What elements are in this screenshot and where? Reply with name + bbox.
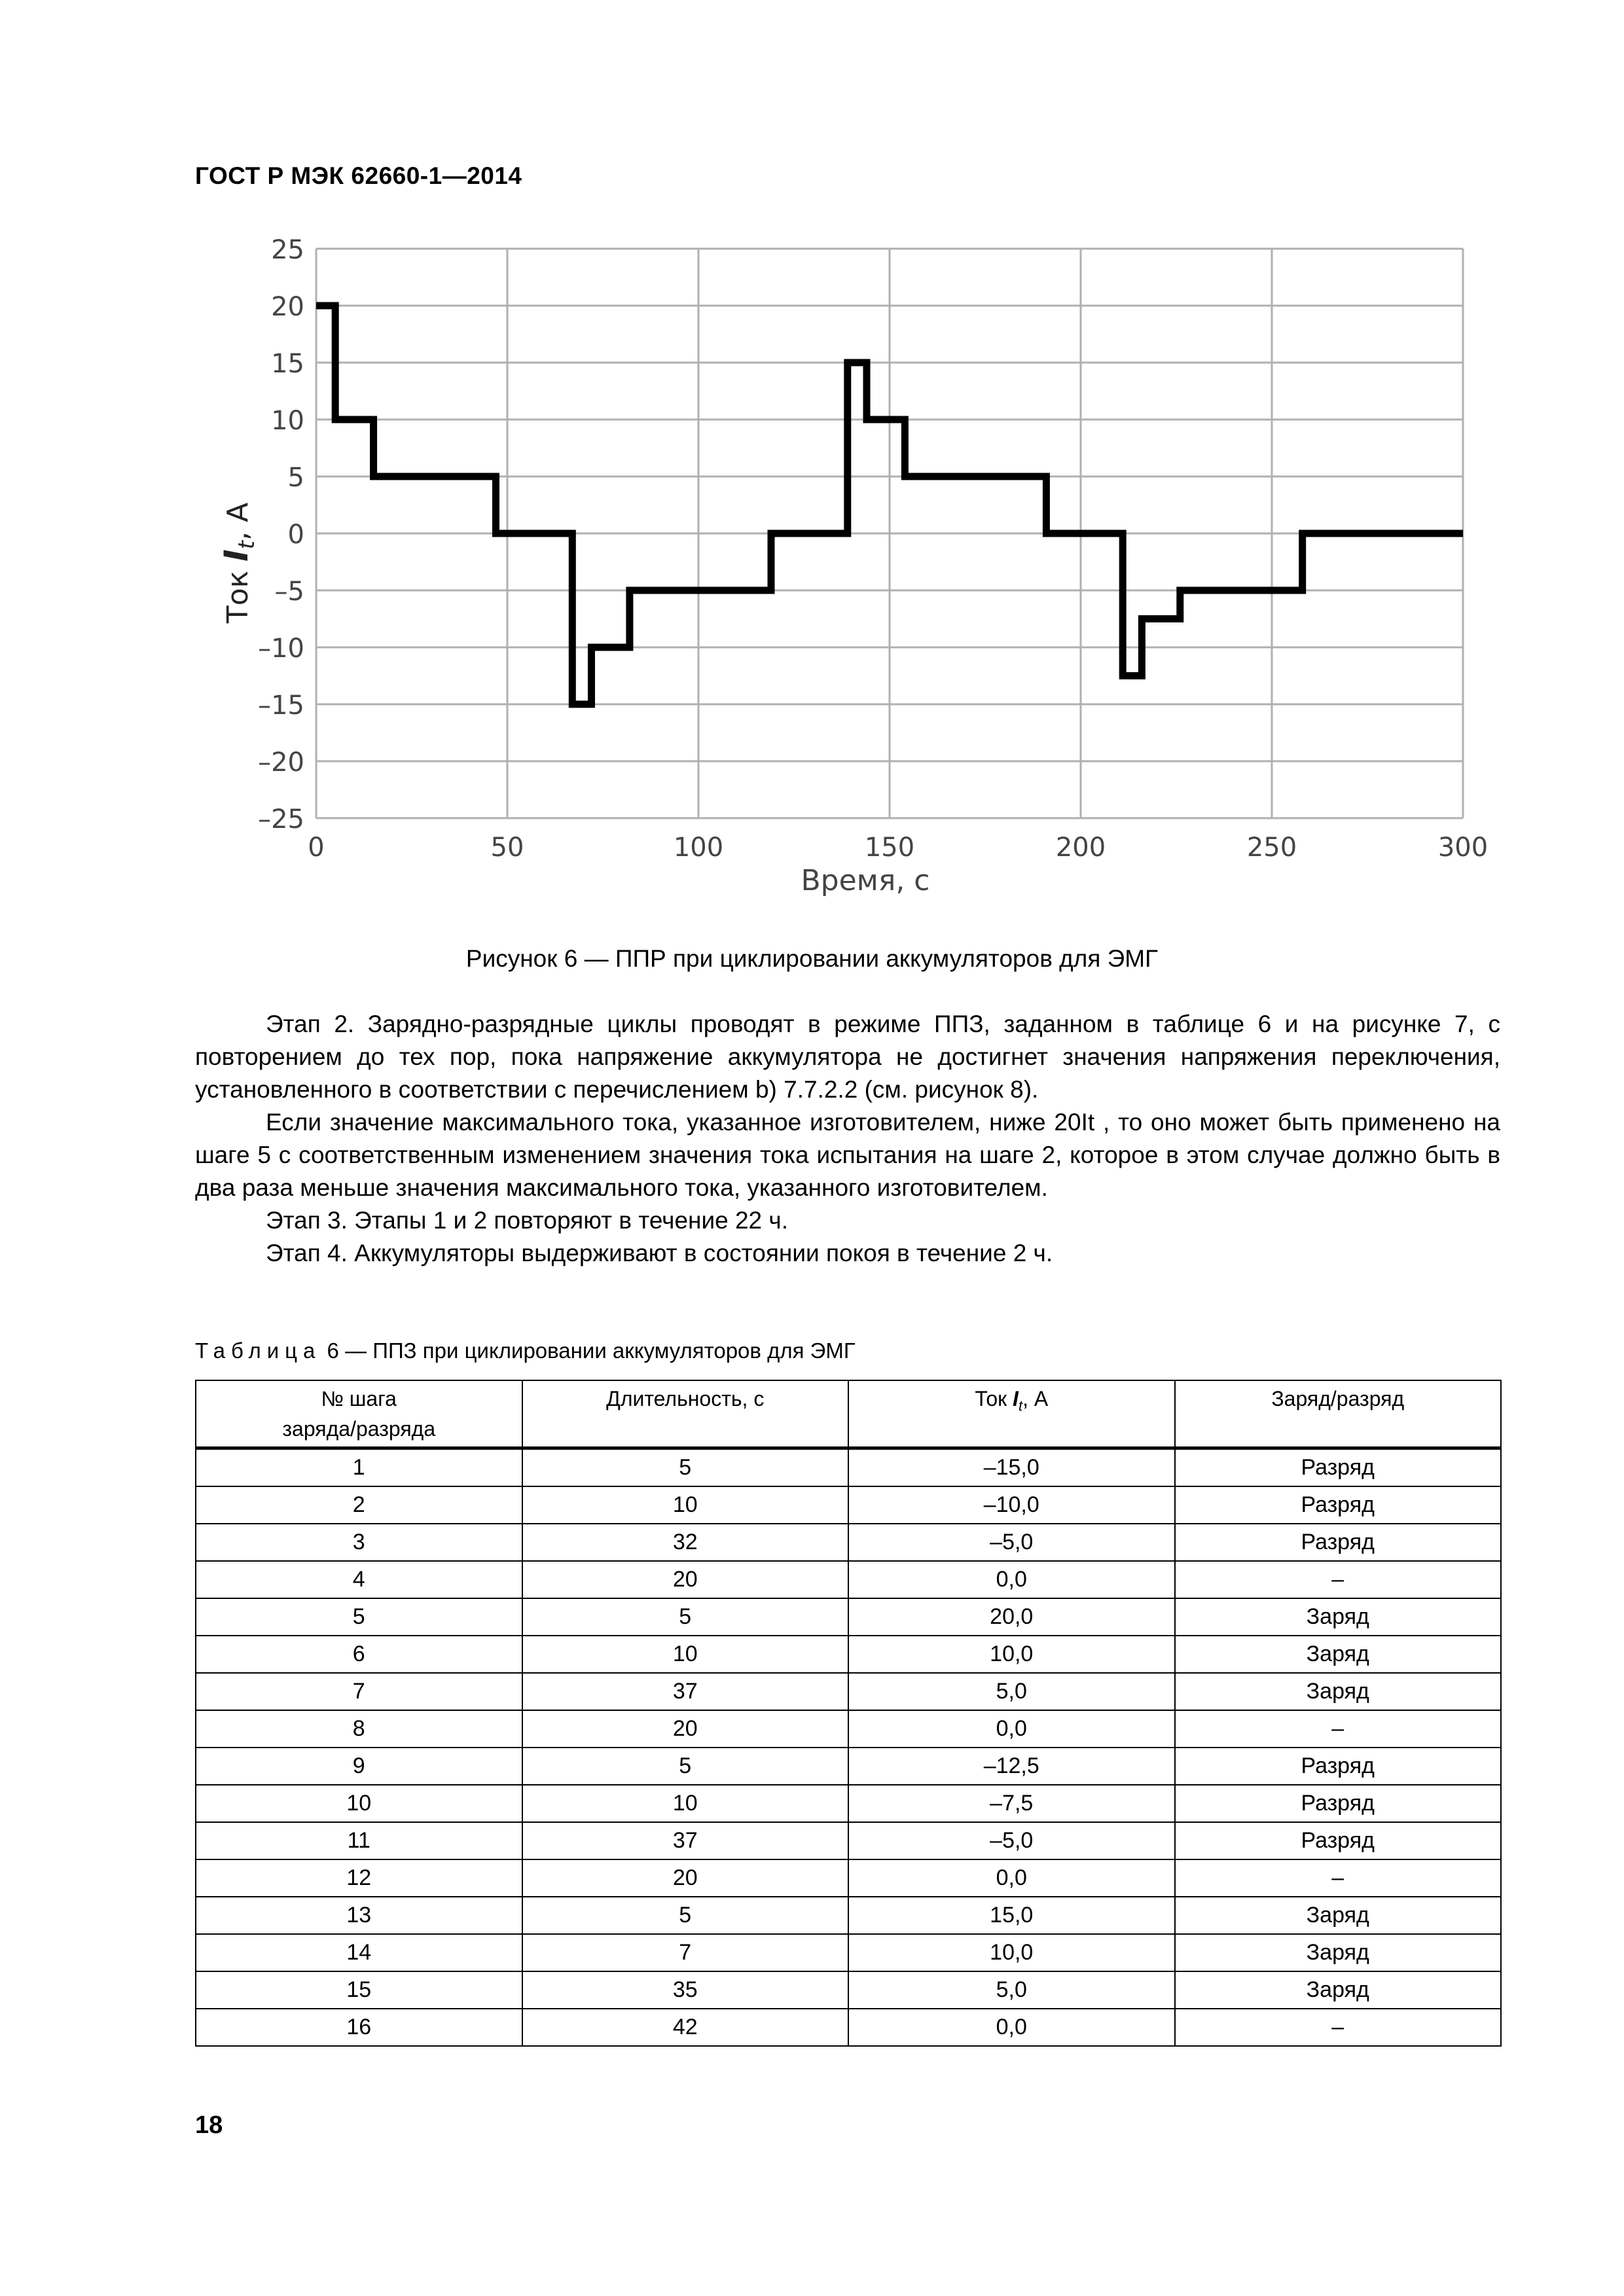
table-row	[196, 1785, 1501, 1822]
cell-step: 5	[196, 1598, 522, 1636]
body-text	[195, 1008, 1500, 1270]
y-axis-label-subscript: t	[234, 540, 260, 550]
x-tick-label: 250	[1246, 833, 1297, 863]
y-axis-label-prefix: Ток	[221, 561, 255, 624]
y-tick-label: 20	[271, 292, 304, 322]
header-current-suffix: , А	[1022, 1387, 1049, 1410]
cell-current: 0,0	[848, 2009, 1175, 2046]
table-row	[196, 1598, 1501, 1636]
cell-current: 10,0	[848, 1636, 1175, 1673]
table-row	[196, 1897, 1501, 1934]
cell-mode: –	[1175, 1859, 1502, 1897]
cell-mode: –	[1175, 2009, 1502, 2046]
cell-step: 4	[196, 1561, 522, 1598]
cycling-table	[195, 1380, 1502, 2047]
cell-step: 13	[196, 1897, 522, 1934]
cell-duration: 10	[522, 1636, 849, 1673]
table-row	[196, 1524, 1501, 1561]
cell-mode: –	[1175, 1561, 1502, 1598]
x-tick-label: 0	[308, 833, 325, 863]
y-tick-labels	[258, 235, 304, 834]
table-row	[196, 2009, 1501, 2046]
table-row	[196, 1934, 1501, 1971]
y-tick-label: –10	[258, 634, 304, 664]
y-tick-label: 5	[287, 463, 304, 493]
cell-mode: Заряд	[1175, 1636, 1502, 1673]
table-row	[196, 1448, 1501, 1487]
table-row	[196, 1710, 1501, 1748]
current-time-chart	[196, 216, 1489, 923]
cell-step: 15	[196, 1971, 522, 2009]
y-axis-label-symbol: I	[217, 549, 255, 562]
header-duration: Длительность, с	[522, 1380, 849, 1448]
cell-step: 10	[196, 1785, 522, 1822]
cell-duration: 20	[522, 1710, 849, 1748]
table-row	[196, 1859, 1501, 1897]
cell-mode: Разряд	[1175, 1486, 1502, 1524]
x-tick-labels	[308, 833, 1488, 863]
paragraph-max-current: Если значение максимального тока, указанное изготовителем, ниже 20It , то оно может быть применено на шаге 5 с соответственным изменением значения тока испытания на шаге 2, которое в этом случае должно быть в два раза меньше значения максимального тока, указанного изготовителем.	[195, 1109, 1500, 1201]
cell-current: –5,0	[848, 1822, 1175, 1859]
cell-step: 6	[196, 1636, 522, 1673]
cell-current: –12,5	[848, 1748, 1175, 1785]
cell-mode: Заряд	[1175, 1673, 1502, 1710]
header-current	[848, 1380, 1175, 1448]
x-tick-label: 300	[1437, 833, 1489, 863]
header-step	[196, 1380, 522, 1448]
cell-duration: 5	[522, 1897, 849, 1934]
y-tick-label: –20	[258, 747, 304, 778]
y-tick-label: 10	[271, 406, 304, 436]
table-row	[196, 1486, 1501, 1524]
y-tick-label: 0	[287, 520, 304, 550]
table-title-text: 6 — ППЗ при циклировании аккумуляторов для ЭМГ	[321, 1338, 856, 1363]
y-axis-label	[217, 503, 260, 624]
cell-current: –5,0	[848, 1524, 1175, 1561]
cell-duration: 10	[522, 1785, 849, 1822]
figure-caption: Рисунок 6 — ППР при циклировании аккумуляторов для ЭМГ	[465, 945, 1159, 972]
cell-step: 3	[196, 1524, 522, 1561]
paragraph-stage-3: Этап 3. Этапы 1 и 2 повторяют в течение 22 ч.	[266, 1207, 788, 1234]
table-row	[196, 1673, 1501, 1710]
cell-mode: Заряд	[1175, 1598, 1502, 1636]
x-tick-label: 150	[864, 833, 915, 863]
y-tick-label: 25	[271, 235, 304, 265]
y-tick-label: –5	[274, 577, 304, 607]
x-axis-label: Время, с	[801, 864, 930, 897]
cell-current: 15,0	[848, 1897, 1175, 1934]
header-step-line2: заряда/разряда	[282, 1417, 436, 1441]
table-body	[196, 1448, 1501, 2047]
header-mode: Заряд/разряд	[1175, 1380, 1502, 1448]
y-tick-label: –25	[258, 804, 304, 834]
cell-mode: Разряд	[1175, 1448, 1502, 1487]
header-current-prefix: Ток	[975, 1387, 1013, 1410]
cell-mode: Заряд	[1175, 1971, 1502, 2009]
cell-step: 11	[196, 1822, 522, 1859]
table-row	[196, 1971, 1501, 2009]
cell-step: 7	[196, 1673, 522, 1710]
cell-duration: 10	[522, 1486, 849, 1524]
cell-mode: Разряд	[1175, 1785, 1502, 1822]
cell-duration: 20	[522, 1859, 849, 1897]
cell-step: 16	[196, 2009, 522, 2046]
cell-current: 0,0	[848, 1561, 1175, 1598]
cell-mode: Разряд	[1175, 1524, 1502, 1561]
cell-current: 5,0	[848, 1971, 1175, 2009]
cell-step: 9	[196, 1748, 522, 1785]
cell-mode: –	[1175, 1710, 1502, 1748]
cell-current: –10,0	[848, 1486, 1175, 1524]
table-title	[195, 1338, 856, 1363]
paragraph-stage-2: Этап 2. Зарядно-разрядные циклы проводят в режиме ППЗ, заданном в таблице 6 и на рисунке 7, с повторением до тех пор, пока напряжение аккумулятора не достигнет значения напряжения переключения, установленного в соответствии с перечислением b) 7.7.2.2 (см. рисунок 8).	[195, 1011, 1500, 1103]
cell-step: 1	[196, 1448, 522, 1487]
cell-duration: 5	[522, 1448, 849, 1487]
cell-current: 20,0	[848, 1598, 1175, 1636]
cell-duration: 5	[522, 1598, 849, 1636]
table-title-word: Таблица	[195, 1338, 321, 1363]
cell-current: 10,0	[848, 1934, 1175, 1971]
table-header-row	[196, 1380, 1501, 1448]
header-current-subscript: t	[1018, 1397, 1023, 1414]
cell-duration: 5	[522, 1748, 849, 1785]
x-tick-label: 100	[673, 833, 724, 863]
table-row	[196, 1822, 1501, 1859]
cell-mode: Разряд	[1175, 1822, 1502, 1859]
cell-mode: Заряд	[1175, 1934, 1502, 1971]
cell-current: –15,0	[848, 1448, 1175, 1487]
cell-duration: 7	[522, 1934, 849, 1971]
cell-step: 14	[196, 1934, 522, 1971]
table-row	[196, 1748, 1501, 1785]
cell-duration: 42	[522, 2009, 849, 2046]
cell-current: 5,0	[848, 1673, 1175, 1710]
cell-current: 0,0	[848, 1859, 1175, 1897]
cell-duration: 37	[522, 1673, 849, 1710]
chart-grid	[316, 249, 1463, 818]
x-tick-label: 200	[1055, 833, 1106, 863]
x-tick-label: 50	[490, 833, 524, 863]
cell-duration: 32	[522, 1524, 849, 1561]
cell-mode: Разряд	[1175, 1748, 1502, 1785]
cell-step: 2	[196, 1486, 522, 1524]
cell-current: 0,0	[848, 1710, 1175, 1748]
table-row	[196, 1636, 1501, 1673]
paragraph-stage-4: Этап 4. Аккумуляторы выдерживают в состоянии покоя в течение 2 ч.	[266, 1240, 1053, 1266]
header-current-symbol: I	[1013, 1387, 1019, 1410]
cell-mode: Заряд	[1175, 1897, 1502, 1934]
y-tick-label: –15	[258, 691, 304, 721]
cell-duration: 37	[522, 1822, 849, 1859]
cell-step: 12	[196, 1859, 522, 1897]
header-step-line1: № шага	[321, 1387, 397, 1410]
y-axis-label-suffix: , А	[221, 502, 255, 541]
cell-step: 8	[196, 1710, 522, 1748]
cell-duration: 20	[522, 1561, 849, 1598]
cell-duration: 35	[522, 1971, 849, 2009]
y-tick-label: 15	[271, 349, 304, 379]
cell-current: –7,5	[848, 1785, 1175, 1822]
document-header: ГОСТ Р МЭК 62660-1—2014	[195, 162, 522, 189]
table-row	[196, 1561, 1501, 1598]
page-number: 18	[195, 2111, 223, 2139]
